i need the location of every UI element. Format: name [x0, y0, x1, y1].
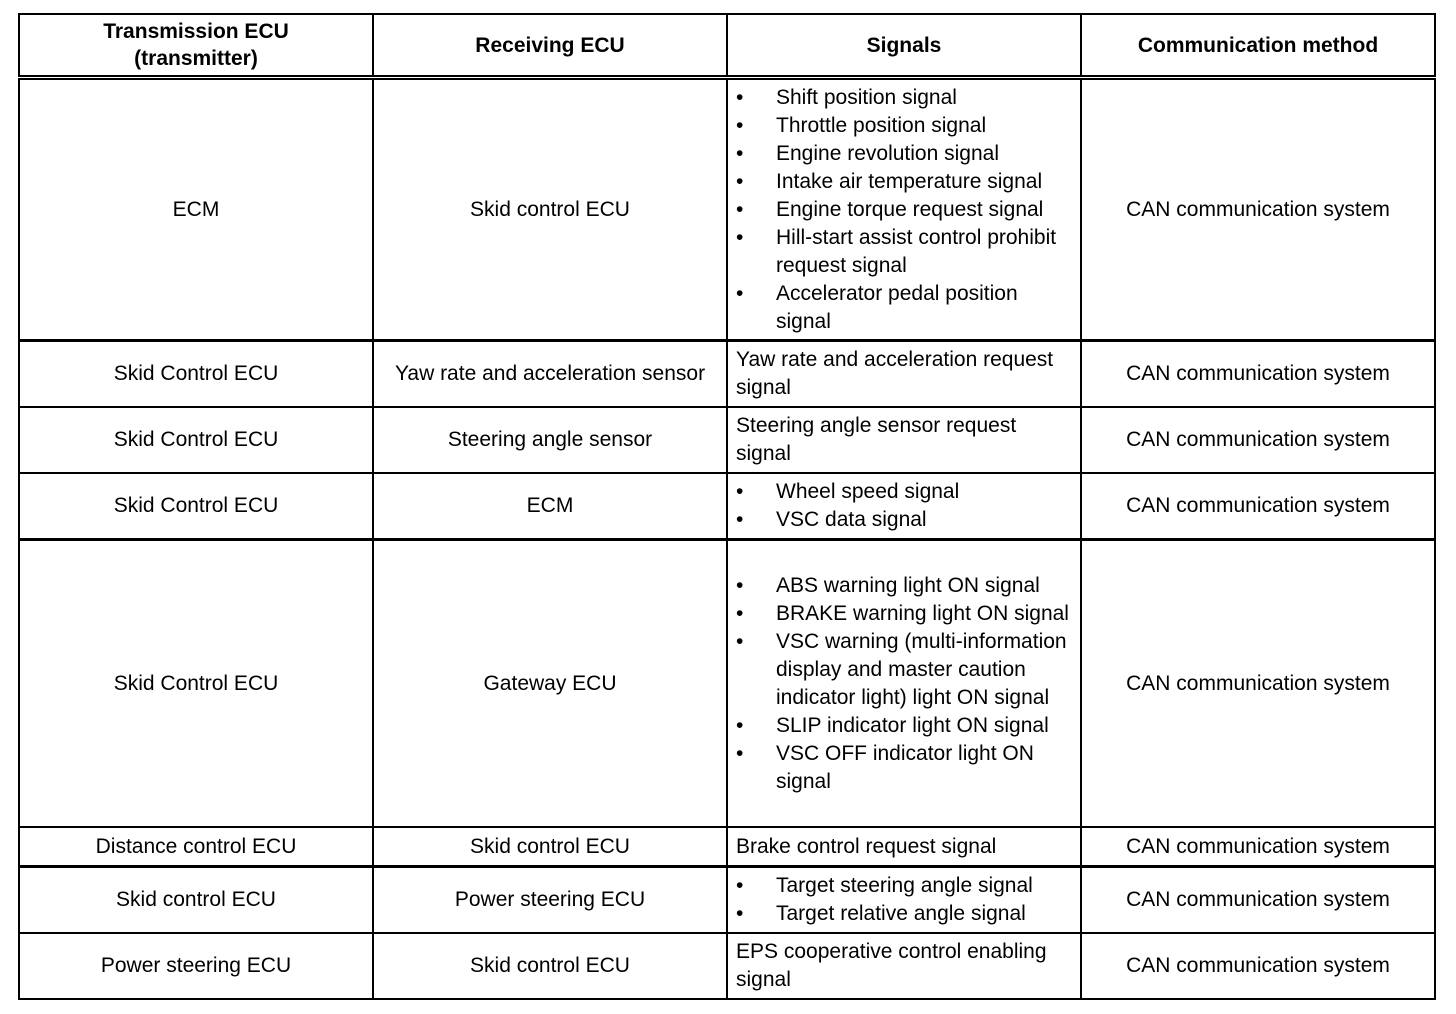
signal-item — [736, 112, 1072, 140]
bullet: • — [736, 713, 744, 737]
signal-item — [736, 140, 1072, 168]
signal-text: VSC warning (multi-information display and master caution indicator light) light ON signal — [776, 629, 1067, 709]
signal-item — [736, 196, 1072, 224]
header-transmitter-line2: (transmitter) — [134, 47, 258, 70]
bullet: • — [736, 197, 744, 221]
cell-signals: Steering angle sensor request signal — [727, 407, 1081, 473]
cell-receiver: Yaw rate and acceleration sensor — [373, 341, 727, 408]
cell-signals — [727, 78, 1081, 341]
signal-text: VSC data signal — [776, 508, 927, 531]
header-method: Communication method — [1081, 14, 1435, 78]
signal-text: ABS warning light ON signal — [776, 573, 1040, 597]
table-row — [19, 341, 1435, 408]
signal-item — [736, 506, 1072, 534]
signal-item — [736, 872, 1072, 900]
signal-text: Accelerator pedal position signal — [776, 281, 1018, 333]
bullet: • — [736, 508, 744, 531]
table-row — [19, 933, 1435, 999]
cell-signals — [727, 473, 1081, 540]
signal-text: BRAKE warning light ON signal — [776, 601, 1069, 625]
cell-transmitter: Skid Control ECU — [19, 473, 373, 540]
signal-text: Target relative angle signal — [776, 902, 1026, 925]
table-row — [19, 827, 1435, 867]
header-signals: Signals — [727, 14, 1081, 78]
bullet: • — [736, 601, 744, 625]
signal-item — [736, 712, 1072, 740]
bullet: • — [736, 874, 744, 897]
table-row — [19, 473, 1435, 540]
cell-transmitter: Skid Control ECU — [19, 540, 373, 828]
cell-method: CAN communication system — [1081, 867, 1435, 934]
bullet: • — [736, 741, 744, 765]
signal-item — [736, 224, 1072, 280]
signal-item — [736, 572, 1072, 600]
table-row — [19, 540, 1435, 828]
cell-receiver: Gateway ECU — [373, 540, 727, 828]
table-row — [19, 407, 1435, 473]
signal-text: Wheel speed signal — [776, 480, 960, 503]
ecu-communication-table — [18, 13, 1436, 1000]
cell-receiver: Skid control ECU — [373, 78, 727, 341]
cell-method: CAN communication system — [1081, 407, 1435, 473]
bullet: • — [736, 902, 744, 925]
signal-item — [736, 478, 1072, 506]
cell-method: CAN communication system — [1081, 827, 1435, 867]
signal-list — [736, 478, 1072, 534]
signal-item — [736, 900, 1072, 928]
cell-receiver: ECM — [373, 473, 727, 540]
table-row — [19, 867, 1435, 934]
table-body — [19, 78, 1435, 1000]
cell-method: CAN communication system — [1081, 473, 1435, 540]
cell-receiver: Power steering ECU — [373, 867, 727, 934]
table-row — [19, 78, 1435, 341]
bullet: • — [736, 480, 744, 503]
signal-text: Engine torque request signal — [776, 197, 1044, 221]
cell-signals — [727, 867, 1081, 934]
header-receiver: Receiving ECU — [373, 14, 727, 78]
bullet: • — [736, 141, 744, 165]
header-row — [19, 14, 1435, 78]
signal-item — [736, 168, 1072, 196]
cell-receiver: Skid control ECU — [373, 827, 727, 867]
signal-list — [736, 84, 1072, 336]
cell-method: CAN communication system — [1081, 933, 1435, 999]
cell-receiver: Steering angle sensor — [373, 407, 727, 473]
cell-method: CAN communication system — [1081, 78, 1435, 341]
table-header — [19, 14, 1435, 78]
bullet: • — [736, 85, 744, 109]
signal-text: Shift position signal — [776, 85, 957, 109]
cell-signals: Yaw rate and acceleration request signal — [727, 341, 1081, 408]
signal-text: Intake air temperature signal — [776, 169, 1043, 193]
bullet: • — [736, 169, 744, 193]
bullet: • — [736, 629, 744, 653]
bullet: • — [736, 281, 744, 305]
signal-text: Throttle position signal — [776, 113, 987, 137]
cell-signals: Brake control request signal — [727, 827, 1081, 867]
signal-item — [736, 740, 1072, 796]
bullet: • — [736, 225, 744, 249]
cell-transmitter: Skid control ECU — [19, 867, 373, 934]
cell-signals — [727, 540, 1081, 828]
signal-item — [736, 84, 1072, 112]
cell-method: CAN communication system — [1081, 540, 1435, 828]
header-transmitter — [19, 14, 373, 78]
cell-transmitter: Distance control ECU — [19, 827, 373, 867]
signal-item — [736, 280, 1072, 336]
cell-transmitter: ECM — [19, 78, 373, 341]
signal-text: Engine revolution signal — [776, 141, 999, 165]
cell-signals: EPS cooperative control enabling signal — [727, 933, 1081, 999]
signal-list — [736, 572, 1072, 796]
cell-receiver: Skid control ECU — [373, 933, 727, 999]
cell-method: CAN communication system — [1081, 341, 1435, 408]
header-transmitter-line1: Transmission ECU — [103, 20, 289, 43]
signal-item — [736, 600, 1072, 628]
cell-transmitter: Power steering ECU — [19, 933, 373, 999]
signal-text: SLIP indicator light ON signal — [776, 713, 1049, 737]
signal-item — [736, 628, 1072, 712]
bullet: • — [736, 113, 744, 137]
signal-text: Target steering angle signal — [776, 874, 1033, 897]
cell-transmitter: Skid Control ECU — [19, 407, 373, 473]
bullet: • — [736, 573, 744, 597]
cell-transmitter: Skid Control ECU — [19, 341, 373, 408]
signal-list — [736, 872, 1072, 928]
signal-text: Hill-start assist control prohibit request signal — [776, 225, 1057, 277]
signal-text: VSC OFF indicator light ON signal — [776, 741, 1034, 793]
